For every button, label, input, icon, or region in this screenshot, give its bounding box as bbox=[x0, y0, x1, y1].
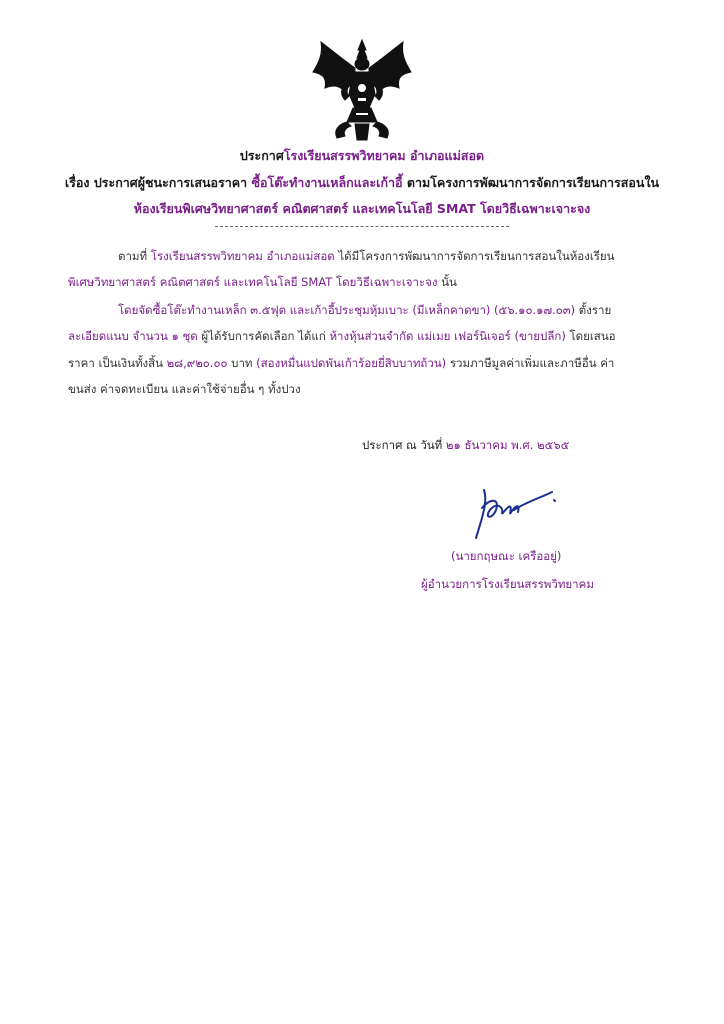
p2-m: ขนส่ง ค่าจดทะเบียน และค่าใช้จ่ายอื่น ๆ ทั้งปวง bbox=[68, 382, 301, 396]
p2-k: (สองหมื่นแปดพันเก้าร้อยยี่สิบบาทถ้วน) bbox=[256, 356, 447, 370]
p2-l: รวมภาษีมูลค่าเพิ่มและภาษีอื่น ค่า bbox=[449, 356, 615, 370]
paragraph-2-line-2 bbox=[68, 328, 616, 346]
paragraph-1-line-2 bbox=[68, 274, 457, 292]
subject-item: ซื้อโต๊ะทำงานเหล็กและเก้าอี้ bbox=[251, 175, 403, 190]
garuda-emblem-icon bbox=[311, 38, 413, 142]
divider bbox=[215, 226, 509, 227]
subject-prefix: เรื่อง ประกาศผู้ชนะการเสนอราคา bbox=[64, 175, 248, 190]
p2-i: ๒๘,๙๒๐.๐๐ bbox=[166, 356, 228, 370]
school-name: โรงเรียนสรรพวิทยาคม อำเภอแม่สอด bbox=[283, 148, 485, 163]
p1-a: ตามที่ bbox=[118, 249, 148, 263]
p2-c: ละเอียดแนบ bbox=[68, 329, 129, 343]
p2-e: ผู้ได้รับการคัดเลือก ได้แก่ bbox=[201, 329, 326, 343]
paragraph-2-line-3 bbox=[68, 355, 614, 373]
p2-d: จำนวน ๑ ชุด bbox=[132, 329, 198, 343]
p1-c: ได้มีโครงการพัฒนาการจัดการเรียนการสอนในห้องเรียน bbox=[338, 249, 615, 263]
announce-label: ประกาศ ณ วันที่ bbox=[362, 438, 443, 452]
signer-position: ผู้อำนวยการโรงเรียนสรรพวิทยาคม bbox=[421, 577, 594, 591]
p2-h: ราคา เป็นเงินทั้งสิ้น bbox=[68, 356, 164, 370]
paragraph-1-line-1 bbox=[118, 248, 615, 266]
paragraph-2-line-4 bbox=[68, 381, 301, 399]
subject-project: ตามโครงการพัฒนาการจัดการเรียนการสอนใน bbox=[406, 175, 660, 190]
title-prefix: ประกาศ bbox=[239, 148, 284, 163]
paragraph-2-line-1 bbox=[118, 302, 611, 320]
p2-f: ห้างหุ้นส่วนจำกัด แม่เมย เฟอร์นิเจอร์ (ขายปลีก) bbox=[329, 329, 566, 343]
signature-icon bbox=[470, 484, 560, 546]
p2-j: บาท bbox=[231, 356, 253, 370]
p1-b: โรงเรียนสรรพวิทยาคม อำเภอแม่สอด bbox=[150, 249, 335, 263]
title-line-1 bbox=[0, 146, 724, 166]
p1-d: พิเศษวิทยาศาสตร์ คณิตศาสตร์ และเทคโนโลยี SMAT โดยวิธีเฉพาะเจาะจง bbox=[68, 275, 438, 289]
title-line-2 bbox=[0, 173, 724, 193]
p1-e: นั้น bbox=[441, 275, 457, 289]
announce-line bbox=[362, 437, 569, 455]
p2-b: ตั้งราย bbox=[578, 303, 612, 317]
signer-name: (นายกฤษณะ เครืออยู่) bbox=[451, 549, 562, 563]
p2-g: โดยเสนอ bbox=[569, 329, 616, 343]
p2-a: โดยจัดซื้อโต๊ะทำงานเหล็ก ๓.๕ฟุต และเก้าอี้ประชุมหุ้มเบาะ (มีเหล็กคาดขา) (๕๖.๑๐.๑๗.๐๓) bbox=[118, 303, 576, 317]
title-line-3: ห้องเรียนพิเศษวิทยาศาสตร์ คณิตศาสตร์ และเทคโนโลยี SMAT โดยวิธีเฉพาะเจาะจง bbox=[133, 201, 591, 216]
announce-date: ๒๑ ธันวาคม พ.ศ. ๒๕๖๕ bbox=[445, 438, 570, 452]
